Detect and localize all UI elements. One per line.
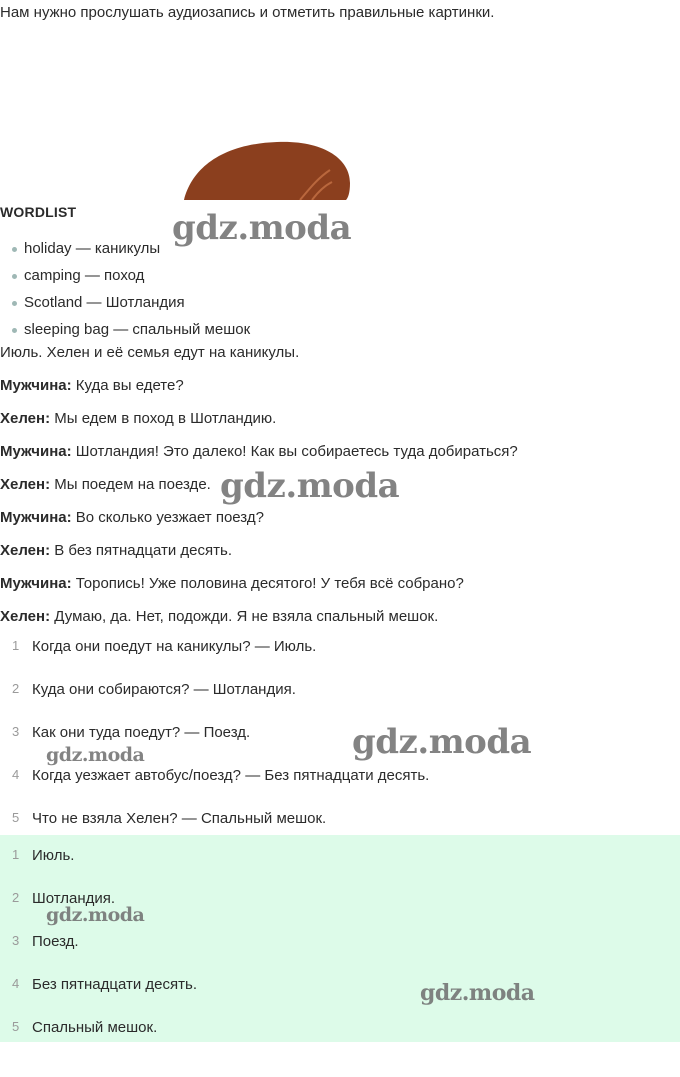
bullet-icon xyxy=(12,301,17,306)
speaker-label: Мужчина: xyxy=(0,575,72,592)
speaker-label: Хелен: xyxy=(0,542,51,559)
item-number: 3 xyxy=(12,724,20,739)
answer-text: Поезд. xyxy=(32,933,79,950)
bullet-icon xyxy=(12,274,17,279)
speaker-label: Мужчина: xyxy=(0,377,72,394)
watermark: gdz.moda xyxy=(46,744,145,766)
item-number: 3 xyxy=(12,933,20,948)
item-number: 4 xyxy=(12,976,20,991)
speaker-label: Хелен: xyxy=(0,608,51,625)
answer-text: Без пятнадцати десять. xyxy=(32,976,197,993)
dialog-text: Во сколько уезжает поезд? xyxy=(71,509,264,526)
watermark: gdz.moda xyxy=(352,722,532,762)
wordlist xyxy=(12,240,250,348)
question-item xyxy=(0,679,680,722)
question-item xyxy=(0,636,680,679)
wordlist-item: Scotland — Шотландия xyxy=(12,294,250,321)
speaker-label: Мужчина: xyxy=(0,509,72,526)
question-text: Как они туда поедут? — Поезд. xyxy=(32,724,251,741)
answer-text: Шотландия. xyxy=(32,890,116,907)
dialog-text: Торопись! Уже половина десятого! У тебя всё собрано? xyxy=(71,575,464,592)
illustration-hair xyxy=(182,138,352,200)
dialog-text: В без пятнадцати десять. xyxy=(50,542,232,559)
dialog-text: Шотландия! Это далеко! Как вы собираетесь туда добираться? xyxy=(71,443,518,460)
dialog-line xyxy=(0,575,518,608)
question-text: Когда они поедут на каникулы? — Июль. xyxy=(32,638,317,655)
dialog-text: Мы поедем на поезде. xyxy=(50,476,211,493)
answer-list xyxy=(0,835,680,1060)
item-number: 1 xyxy=(12,847,20,862)
dialog-line xyxy=(0,410,518,443)
bullet-icon xyxy=(12,328,17,333)
question-text: Что не взяла Хелен? — Спальный мешок. xyxy=(32,810,327,827)
watermark: gdz.moda xyxy=(46,904,145,926)
item-number: 2 xyxy=(12,681,20,696)
answer-text: Июль. xyxy=(32,847,75,864)
dialog-intro: Июль. Хелен и её семья едут на каникулы. xyxy=(0,344,300,361)
intro-text: Нам нужно прослушать аудиозапись и отметить правильные картинки. xyxy=(0,4,495,21)
answer-item xyxy=(0,1017,680,1060)
dialog-line xyxy=(0,377,518,410)
speaker-label: Мужчина: xyxy=(0,443,72,460)
dialog-text: Думаю, да. Нет, подожди. Я не взяла спальный мешок. xyxy=(50,608,439,625)
wordlist-item: camping — поход xyxy=(12,267,250,294)
speaker-label: Хелен: xyxy=(0,410,51,427)
item-number: 1 xyxy=(12,638,20,653)
wordlist-item: holiday — каникулы xyxy=(12,240,250,267)
dialog-text: Куда вы едете? xyxy=(71,377,184,394)
wordlist-item: sleeping bag — спальный мешок xyxy=(12,321,250,348)
bullet-icon xyxy=(12,247,17,252)
wordlist-title: WORDLIST xyxy=(0,204,77,220)
question-text: Куда они собираются? — Шотландия. xyxy=(32,681,296,698)
question-item xyxy=(0,765,680,808)
speaker-label: Хелен: xyxy=(0,476,51,493)
watermark: gdz.moda xyxy=(220,466,400,506)
answer-item xyxy=(0,974,680,1017)
question-text: Когда уезжает автобус/поезд? — Без пятнадцати десять. xyxy=(32,767,430,784)
dialog-text: Мы едем в поход в Шотландию. xyxy=(50,410,277,427)
watermark: gdz.moda xyxy=(172,208,352,248)
dialog-line xyxy=(0,509,518,542)
answer-item xyxy=(0,845,680,888)
dialog-line xyxy=(0,542,518,575)
item-number: 4 xyxy=(12,767,20,782)
answer-block xyxy=(0,835,680,1042)
watermark: gdz.moda xyxy=(420,980,535,1006)
answer-text: Спальный мешок. xyxy=(32,1019,158,1036)
item-number: 5 xyxy=(12,810,20,825)
item-number: 2 xyxy=(12,890,20,905)
item-number: 5 xyxy=(12,1019,20,1034)
answer-item xyxy=(0,931,680,974)
